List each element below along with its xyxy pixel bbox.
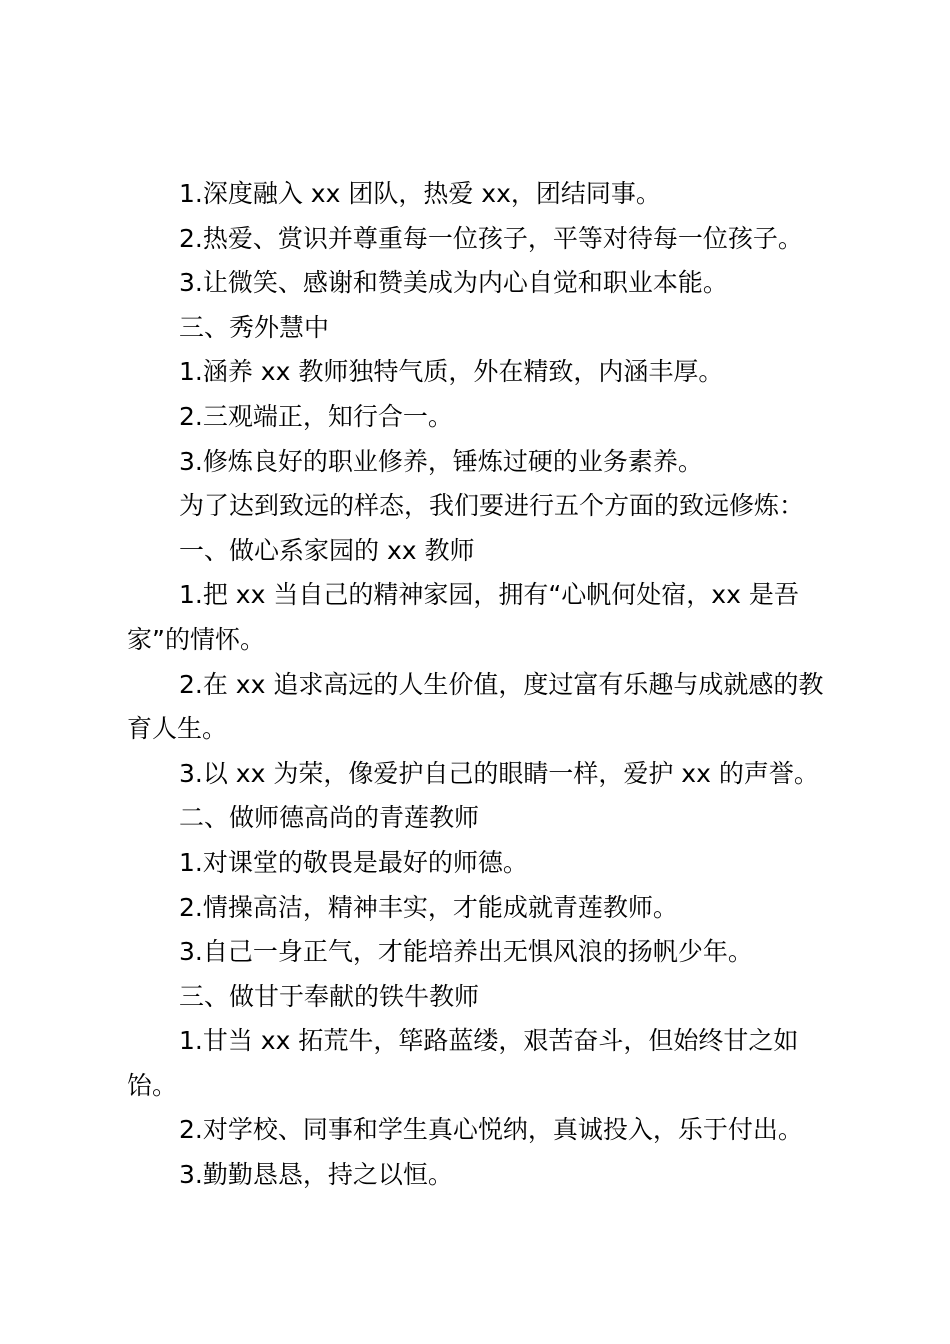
list-item: 1.对课堂的敬畏是最好的师德。 — [179, 847, 528, 877]
document-body — [127, 172, 847, 1198]
section-heading: 二、做师德高尚的青莲教师 — [179, 803, 480, 833]
section-heading: 三、秀外慧中 — [179, 312, 330, 342]
list-item: 1.深度融入 xx 团队，热爱 xx，团结同事。 — [179, 179, 661, 208]
body-paragraph: 为了达到致远的样态，我们要进行五个方面的致远修炼： — [179, 491, 805, 521]
list-item: 2.三观端正，知行合一。 — [179, 401, 453, 431]
list-item: 3.以 xx 为荣，像爱护自己的眼睛一样，爱护 xx 的声誉。 — [179, 758, 819, 788]
list-item: 1.甘当 xx 拓荒牛，筚路蓝缕，艰苦奋斗，但始终甘之如饴。 — [127, 1026, 799, 1100]
list-item: 3.让微笑、感谢和赞美成为内心自觉和职业本能。 — [179, 268, 728, 298]
section-heading: 一、做心系家园的 xx 教师 — [179, 535, 475, 565]
list-item: 2.在 xx 追求高远的人生价值，度过富有乐趣与成就感的教育人生。 — [127, 669, 824, 744]
list-item: 2.情操高洁，精神丰实，才能成就青莲教师。 — [179, 892, 678, 922]
list-item: 1.把 xx 当自己的精神家园，拥有“心帆何处宿，xx 是吾家”的情怀。 — [127, 580, 799, 654]
list-item: 2.热爱、赏识并尊重每一位孩子，平等对待每一位孩子。 — [179, 223, 803, 253]
list-item: 1.涵养 xx 教师独特气质，外在精致，内涵丰厚。 — [179, 357, 724, 387]
list-item: 3.自己一身正气，才能培养出无惧风浪的扬帆少年。 — [179, 937, 753, 967]
list-item: 3.修炼良好的职业修养，锤炼过硬的业务素养。 — [179, 446, 703, 476]
section-heading: 三、做甘于奉献的铁牛教师 — [179, 981, 480, 1011]
list-item: 3.勤勤恳恳，持之以恒。 — [179, 1160, 453, 1190]
list-item: 2.对学校、同事和学生真心悦纳，真诚投入，乐于付出。 — [179, 1115, 803, 1145]
